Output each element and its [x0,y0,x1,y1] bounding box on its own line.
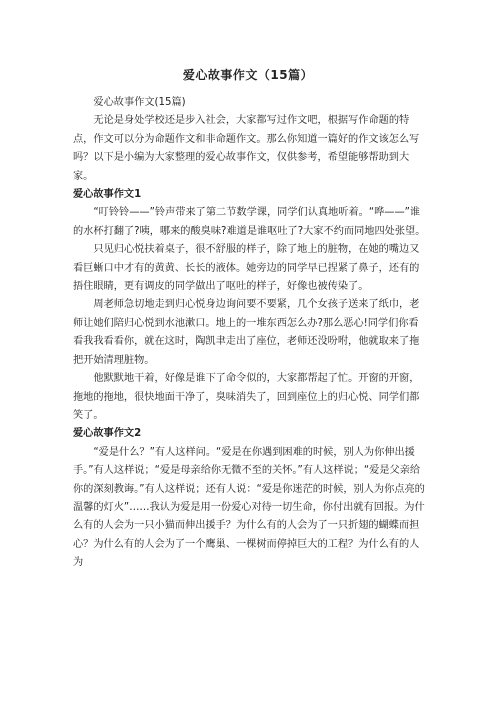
section-paragraph: “叮铃铃——”铃声带来了第二节数学课，同学们认真地听着。“哗——”谁的水杯打翻了?咦，哪来的酸臭味?难道是谁呕吐了?大家不约而同地四处张望。 [73,207,426,237]
section-heading: 爱心故事作文2 [73,428,142,440]
section-paragraph: 周老师急切地走到归心悦身边询问要不要紧，几个女孩子送来了纸巾，老师让她们陪归心悦到水池漱口。地上的一堆东西怎么办?那么恶心!同学们你看看我我看看你，就在这时，陶凯聿走出了座位，老师还没吩咐，他就取来了拖把开始清理脏物。 [73,299,420,366]
section-paragraph: “爱是什么？”有人这样问。“爱是在你遇到困难的时候，别人为你伸出援手。”有人这样说；“爱是母亲给你无微不至的关怀。”有人这样说；“爱是父亲给你的深刻教诲。”有人这样说；还有人说：“爱是你迷茫的时候，别人为你点亮的温馨的灯火”……我认为爱是用一份爱心对待一切生命，你付出就有回报。为什么有的人会为一只小猫而伸出援手？为什么有的人会为了一只折翅的蝴蝶而担心？为什么有的人会为了一个鹰巢、一棵树而停掉巨大的工程？为什么有的人为 [73,446,425,569]
document-subtitle: 爱心故事作文(15篇) [93,97,186,108]
document-title: 爱心故事作文（15篇） [182,68,314,82]
document-body [73,94,427,573]
section-paragraph: 只见归心悦扶着桌子，很不舒服的样子，除了地上的脏物，在她的嘴边又看巨蜥口中才有的黄黄、长长的液体。她旁边的同学早已捏紧了鼻子，还有的捂住眼睛，更有调皮的同学做出了呕吐的样子，好像也被传染了。 [73,244,420,293]
intro-paragraph: 无论是身处学校还是步入社会，大家都写过作文吧，根据写作命题的特点，作文可以分为命题作文和非命题作文。那么你知道一篇好的作文该怎么写吗？以下是小编为大家整理的爱心故事作文，仅供参考，希望能够帮助到大家。 [73,115,420,182]
section-heading: 爱心故事作文1 [73,189,142,201]
section-paragraph: 他默默地干着，好像是谁下了命令似的，大家都帮起了忙。开窗的开窗，拖地的拖地，很快地面干净了，臭味消失了，回到座位上的归心悦、同学们都笑了。 [73,373,420,421]
